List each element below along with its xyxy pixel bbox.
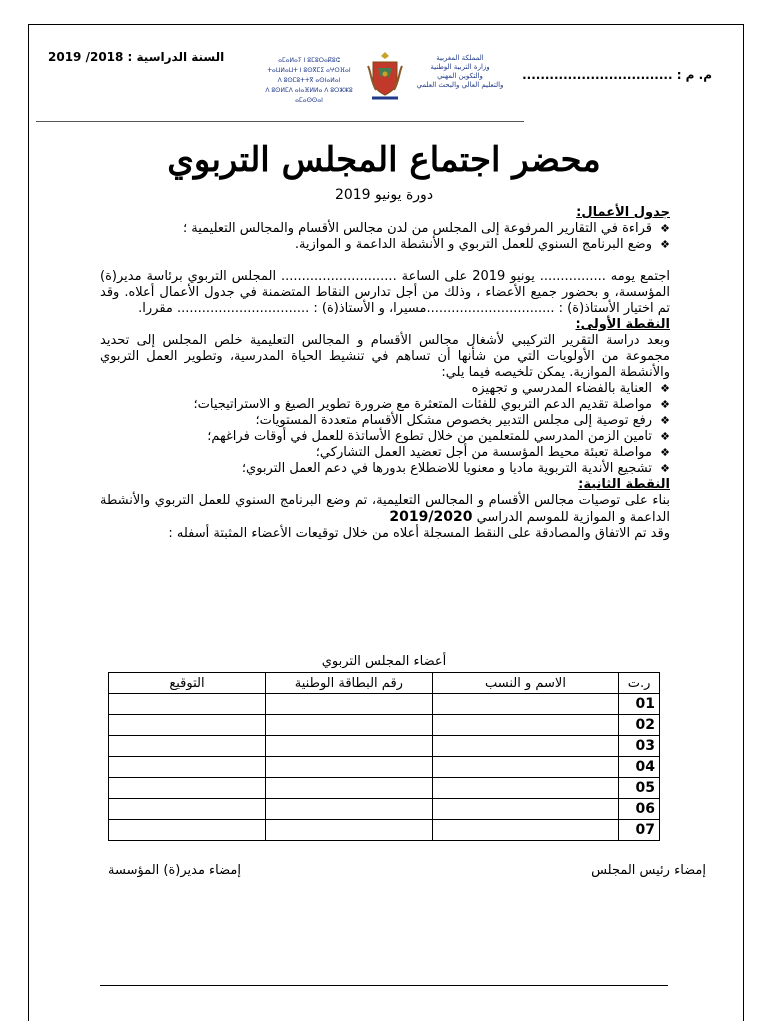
point1-item: ❖ العناية بالفضاء المدرسي و تجهيزه bbox=[100, 381, 670, 397]
mm-field: م. م : ................................. bbox=[522, 68, 712, 82]
point1-item: ❖ تشجيع الأندية التربوية ماديا و معنويا للاضطلاع بدورها في دعم العمل التربوي؛ bbox=[100, 461, 670, 477]
school-year: السنة الدراسية : 2018/ 2019 bbox=[48, 50, 225, 64]
agenda-heading: جدول الأعمال: bbox=[576, 205, 670, 220]
point1-paragraph: وبعد دراسة التقرير التركيبي لأشغال مجالس الأقسام و المجالس التعليمية خلص المجلس إلى تحديد مجموعة من الأولويات التي من شأنها أن تساهم في تنشيط الحياة المدرسية، وتطوير العمل التربوي والأنشطة الموازية. يمكن تلخيصه فيما يلي: bbox=[100, 333, 670, 380]
session-label: دورة يونيو 2019 bbox=[334, 187, 434, 203]
table-header-row bbox=[109, 673, 660, 694]
agenda-item: ❖ وضع البرنامج السنوي للعمل التربوي و الأنشطة الداعمة و الموازية. bbox=[100, 237, 670, 253]
col-national-id: رقم البطاقة الوطنية bbox=[265, 673, 432, 694]
point1-heading: النقطة الأولى: bbox=[575, 317, 670, 332]
point2-heading: النقطة الثانية: bbox=[578, 477, 670, 492]
header-divider bbox=[36, 121, 524, 122]
agenda-item: ❖ قراءة في التقارير المرفوعة إلى المجلس من لدن مجالس الأقسام والمجالس التعليمية ؛ bbox=[100, 221, 670, 237]
col-signature: التوقيع bbox=[109, 673, 266, 694]
document-body bbox=[100, 205, 670, 542]
document-title: محضر اجتماع المجلس التربوي bbox=[167, 140, 601, 180]
point1-item: ❖ مواصلة تعبئة محيط المؤسسة من أجل تعضيد العمل التشاركي؛ bbox=[100, 445, 670, 461]
logo-amazigh-text: ⴰⵎⴰⵍⴰⵢ ⵏ ⵓⵎⵓⵔⴰⴽⵓⵛ ⵜⴰⵡⵍⴰⵡⵜ ⵏ ⵓⵙⴳⵎⵉ ⴰⵖⵔⴼⴰⵏ ⴷ ⵓⵙⵎⵓⵜⵜⴳ ⴰⵙⵏⴰⵍⴰⵏ ⴷ ⵓⵙⵍⵎⴷ ⴰⵏⴰⴼⵍⵍⴰ ⴷ ⵓⵔⵣⵣⵓ ⴰⵎⴰⵙⵙⴰⵏ bbox=[265, 57, 353, 104]
logo-arabic-text: المملكة المغربية وزارة التربية الوطنية والتكوين المهني والتعليم العالي والبحث العلمي bbox=[416, 54, 504, 89]
point1-item: ❖ مواصلة تقديم الدعم التربوي للفئات المتعثرة مع ضرورة تطوير الصيغ و الاستراتيجيات؛ bbox=[100, 397, 670, 413]
council-president-signature: إمضاء رئيس المجلس bbox=[591, 863, 706, 878]
point2-paragraph: بناء على توصيات مجالس الأقسام و المجالس التعليمية، تم وضع البرنامج السنوي للعمل التربوي والأنشطة الداعمة و الموازية للموسم الدراسي 2019/2020 bbox=[100, 493, 670, 525]
members-table-title: أعضاء المجلس التربوي bbox=[321, 654, 447, 669]
table-row: 01 bbox=[109, 694, 660, 715]
table-row: 06 bbox=[109, 799, 660, 820]
intro-paragraph: اجتمع يومه ................ يونيو 2019 على الساعة ............................ المجلس التربوي برئاسة مدير(ة) المؤسسة، و بحضور جميع الأعضاء ، وذلك من أجل تدارس النقاط المتضمنة في جدول الأعمال أعلاه. وقد تم اختيار الأستاذ(ة) : ...............................مسيرا، و الأستاذ(ة) : ................................ مقررا. bbox=[100, 269, 671, 316]
col-number: ر.ت bbox=[619, 673, 660, 694]
table-row: 02 bbox=[109, 715, 660, 736]
members-table bbox=[108, 672, 660, 841]
col-name: الاسم و النسب bbox=[432, 673, 618, 694]
table-row: 07 bbox=[109, 820, 660, 841]
closing-sentence: وقد تم الاتفاق والمصادقة على النقط المسجلة أعلاه من خلال توقيعات الأعضاء المثبتة أسفله : bbox=[168, 526, 670, 541]
point2-year: 2019/2020 bbox=[389, 509, 473, 525]
footer-divider bbox=[100, 985, 668, 986]
ministry-logo bbox=[253, 50, 515, 110]
coat-of-arms-icon bbox=[366, 50, 404, 104]
point1-item: ❖ رفع توصية إلى مجلس التدبير بخصوص مشكل الأقسام متعددة المستويات؛ bbox=[100, 413, 670, 429]
table-row: 04 bbox=[109, 757, 660, 778]
director-signature: إمضاء مدير(ة) المؤسسة bbox=[108, 863, 241, 878]
table-row: 03 bbox=[109, 736, 660, 757]
point1-item: ❖ تامين الزمن المدرسي للمتعلمين من خلال تطوع الأساتذة للعمل في أوقات فراغهم؛ bbox=[100, 429, 670, 445]
table-row: 05 bbox=[109, 778, 660, 799]
